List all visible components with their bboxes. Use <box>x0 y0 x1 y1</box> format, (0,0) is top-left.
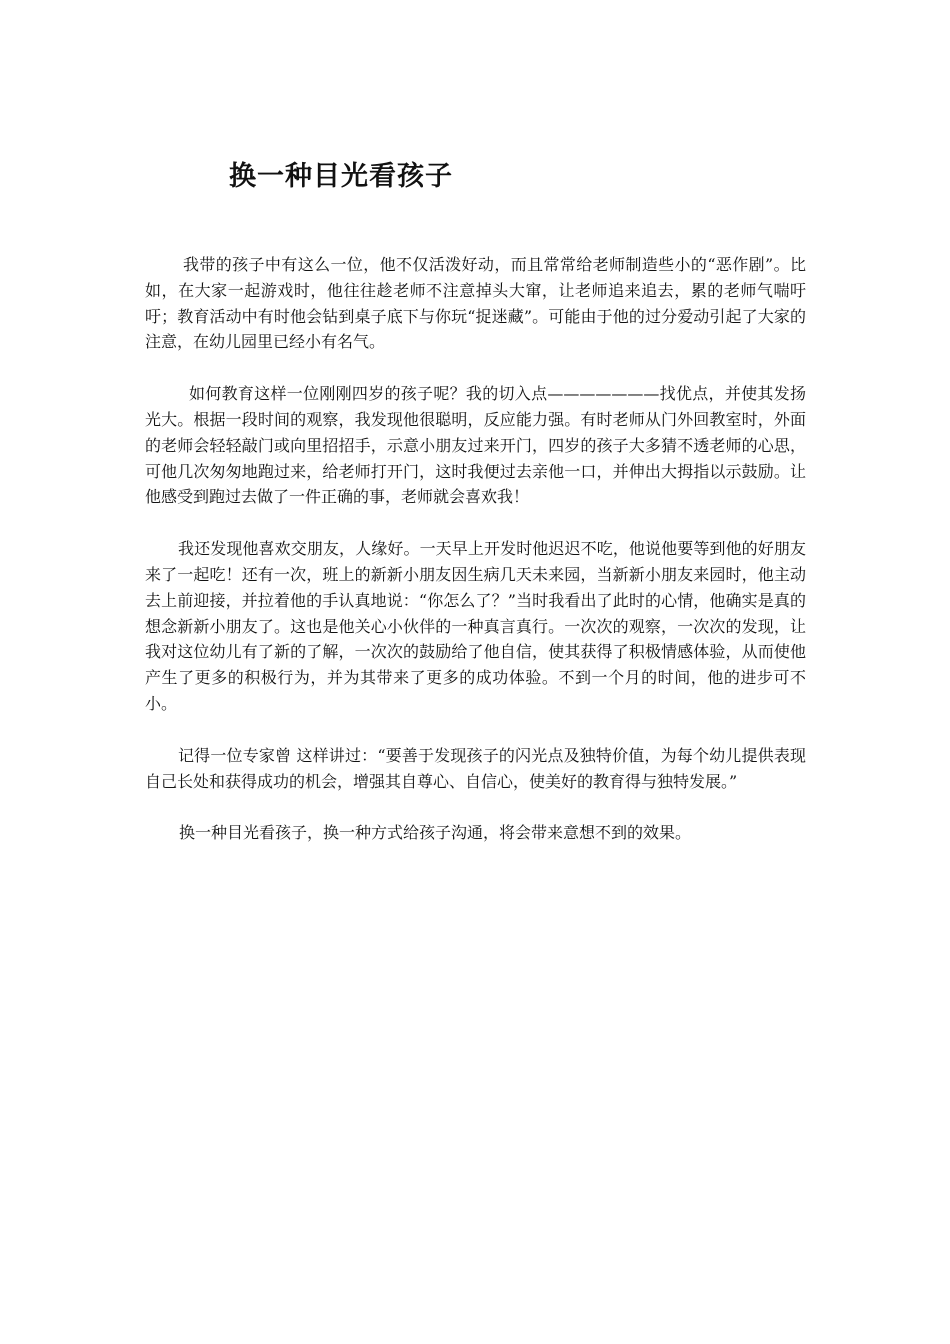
paragraph: 我带的孩子中有这么一位，他不仅活泼好动，而且常常给老师制造些小的“恶作剧”。比如，在大家一起游戏时，他往往趁老师不注意掉头大窜，让老师追来追去，累的老师气喘吁吁；教育活动中有时他会钻到桌子底下与你玩“捉迷藏”。可能由于他的过分爱动引起了大家的注意，在幼儿园里已经小有名气。 <box>145 255 806 352</box>
paragraph: 如何教育这样一位刚刚四岁的孩子呢？我的切入点———————找优点，并使其发扬光大。根据一段时间的观察，我发现他很聪明，反应能力强。有时老师从门外回教室时，外面的老师会轻轻敲门或向里招招手，示意小朋友过来开门，四岁的孩子大多猜不透老师的心思，可他几次匆匆地跑过来，给老师打开门，这时我便过去亲他一口，并伸出大拇指以示鼓励。让他感受到跑过去做了一件正确的事，老师就会喜欢我！ <box>145 384 806 507</box>
paragraph: 我还发现他喜欢交朋友，人缘好。一天早上开发时他迟迟不吃，他说他要等到他的好朋友来了一起吃！还有一次，班上的新新小朋友因生病几天未来园，当新新小朋友来园时，他主动去上前迎接，并拉着他的手认真地说：“你怎么了？”当时我看出了此时的心情，他确实是真的想念新新小朋友了。这也是他关心小伙伴的一种真言真行。一次次的观察，一次次的发现，让我对这位幼儿有了新的了解，一次次的鼓励给了他自信，使其获得了积极情感体验，从而使他产生了更多的积极行为，并为其带来了更多的成功体验。不到一个月的时间，他的进步可不小。 <box>145 539 806 713</box>
paragraph: 换一种目光看孩子，换一种方式给孩子沟通，将会带来意想不到的效果。 <box>179 823 692 843</box>
document-body <box>145 252 806 872</box>
document-title: 换一种目光看孩子 <box>229 161 453 192</box>
paragraph: 记得一位专家曾 这样讲过：“要善于发现孩子的闪光点及独特价值，为每个幼儿提供表现自己长处和获得成功的机会，增强其自尊心、自信心，使美好的教育得与独特发展。” <box>145 745 806 791</box>
